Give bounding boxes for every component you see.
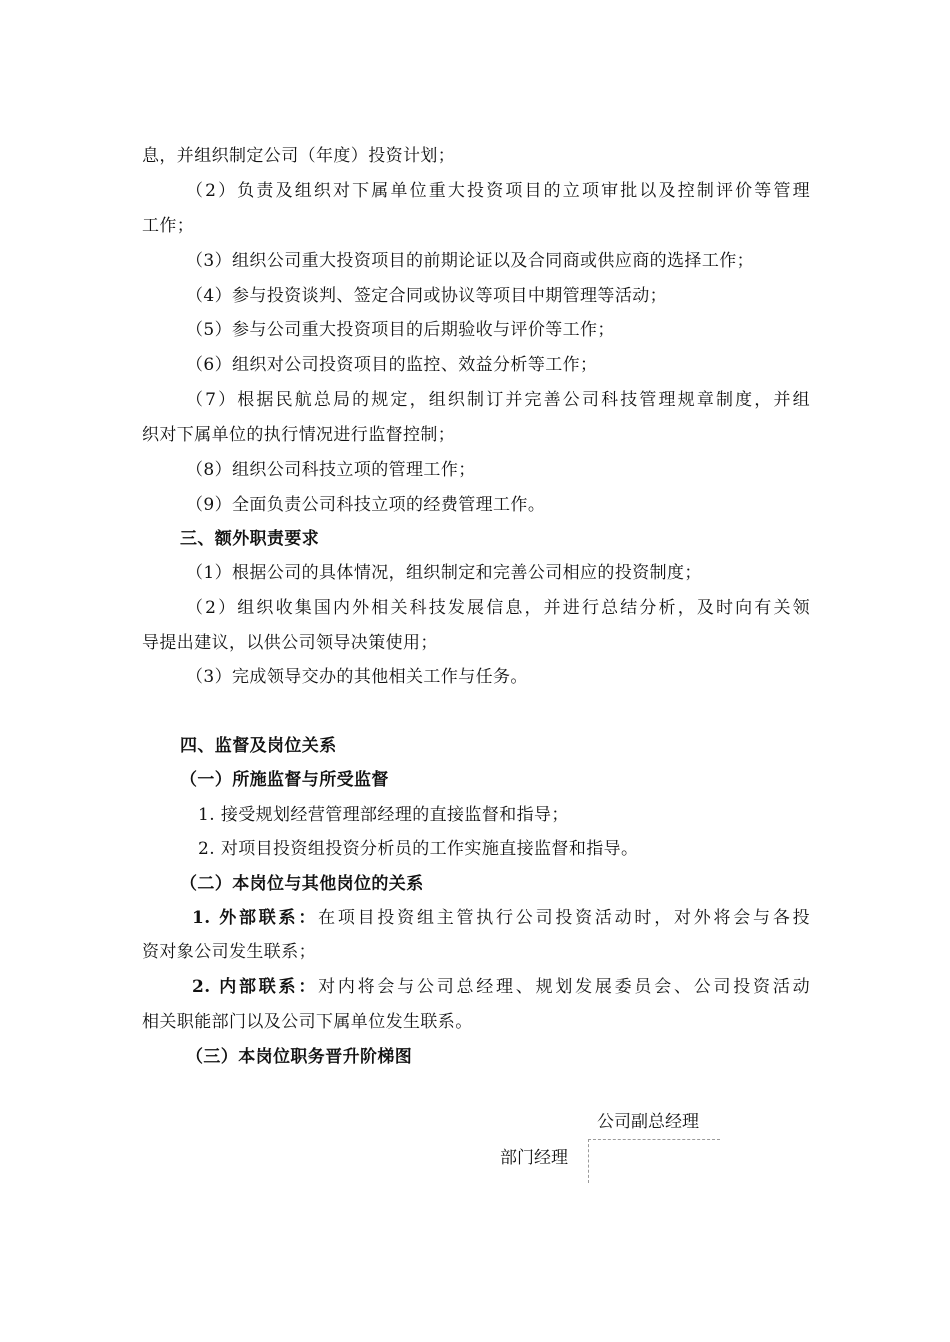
extra-duty-item-3: （3）完成领导交办的其他相关工作与任务。: [186, 667, 528, 687]
section-3-heading: 三、额外职责要求: [180, 529, 320, 549]
internal-relation-cont: 相关职能部门以及公司下属单位发生联系。: [142, 1012, 473, 1032]
duty-item-3: （3）组织公司重大投资项目的前期论证以及合同商或供应商的选择工作；: [186, 251, 755, 271]
section-4-heading: 四、监督及岗位关系: [180, 736, 337, 756]
internal-relation-text: 对内将会与公司总经理、规划发展委员会、公司投资活动: [318, 977, 810, 997]
duty-continuation: 息，并组织制定公司（年度）投资计划；: [142, 146, 456, 166]
supervision-item-2: 2. 对项目投资组投资分析员的工作实施直接监督和指导。: [198, 839, 639, 859]
external-relation-cont: 资对象公司发生联系；: [142, 942, 316, 962]
duty-item-2: （2）负责及组织对下属单位重大投资项目的立项审批以及控制评价等管理: [186, 181, 810, 201]
extra-duty-item-1: （1）根据公司的具体情况，组织制定和完善公司相应的投资制度；: [186, 563, 702, 583]
ladder-step-horizontal: [588, 1139, 720, 1140]
subsection-2-heading: （二）本岗位与其他岗位的关系: [180, 874, 424, 894]
duty-item-2-cont: 工作；: [142, 216, 195, 236]
external-relation: [192, 906, 810, 930]
subsection-1-heading: （一）所施监督与所受监督: [180, 770, 389, 790]
internal-relation: [192, 975, 810, 999]
extra-duty-item-2: （2）组织收集国内外相关科技发展信息，并进行总结分析，及时向有关领: [186, 598, 810, 618]
duty-item-7-cont: 织对下属单位的执行情况进行监督控制；: [142, 425, 456, 445]
duty-item-8: （8）组织公司科技立项的管理工作；: [186, 460, 476, 480]
duty-item-9: （9）全面负责公司科技立项的经费管理工作。: [186, 495, 546, 515]
external-relation-label: 1. 外部联系：: [192, 908, 319, 928]
duty-item-4: （4）参与投资谈判、签定合同或协议等项目中期管理等活动；: [186, 286, 668, 306]
ladder-step-vertical: [588, 1139, 589, 1183]
ladder-upper-position: 公司副总经理: [597, 1112, 699, 1132]
duty-item-5: （5）参与公司重大投资项目的后期验收与评价等工作；: [186, 320, 615, 340]
internal-relation-label: 2. 内部联系：: [192, 977, 319, 997]
external-relation-text: 在项目投资组主管执行公司投资活动时，对外将会与各投: [318, 908, 810, 928]
ladder-lower-position: 部门经理: [500, 1148, 568, 1168]
duty-item-6: （6）组织对公司投资项目的监控、效益分析等工作；: [186, 355, 598, 375]
subsection-3-heading: （三）本岗位职务晋升阶梯图: [186, 1047, 413, 1067]
extra-duty-item-2-cont: 导提出建议，以供公司领导决策使用；: [142, 633, 438, 653]
duty-item-7: （7）根据民航总局的规定，组织制订并完善公司科技管理规章制度，并组: [186, 390, 810, 410]
supervision-item-1: 1. 接受规划经营管理部经理的直接监督和指导；: [198, 805, 569, 825]
